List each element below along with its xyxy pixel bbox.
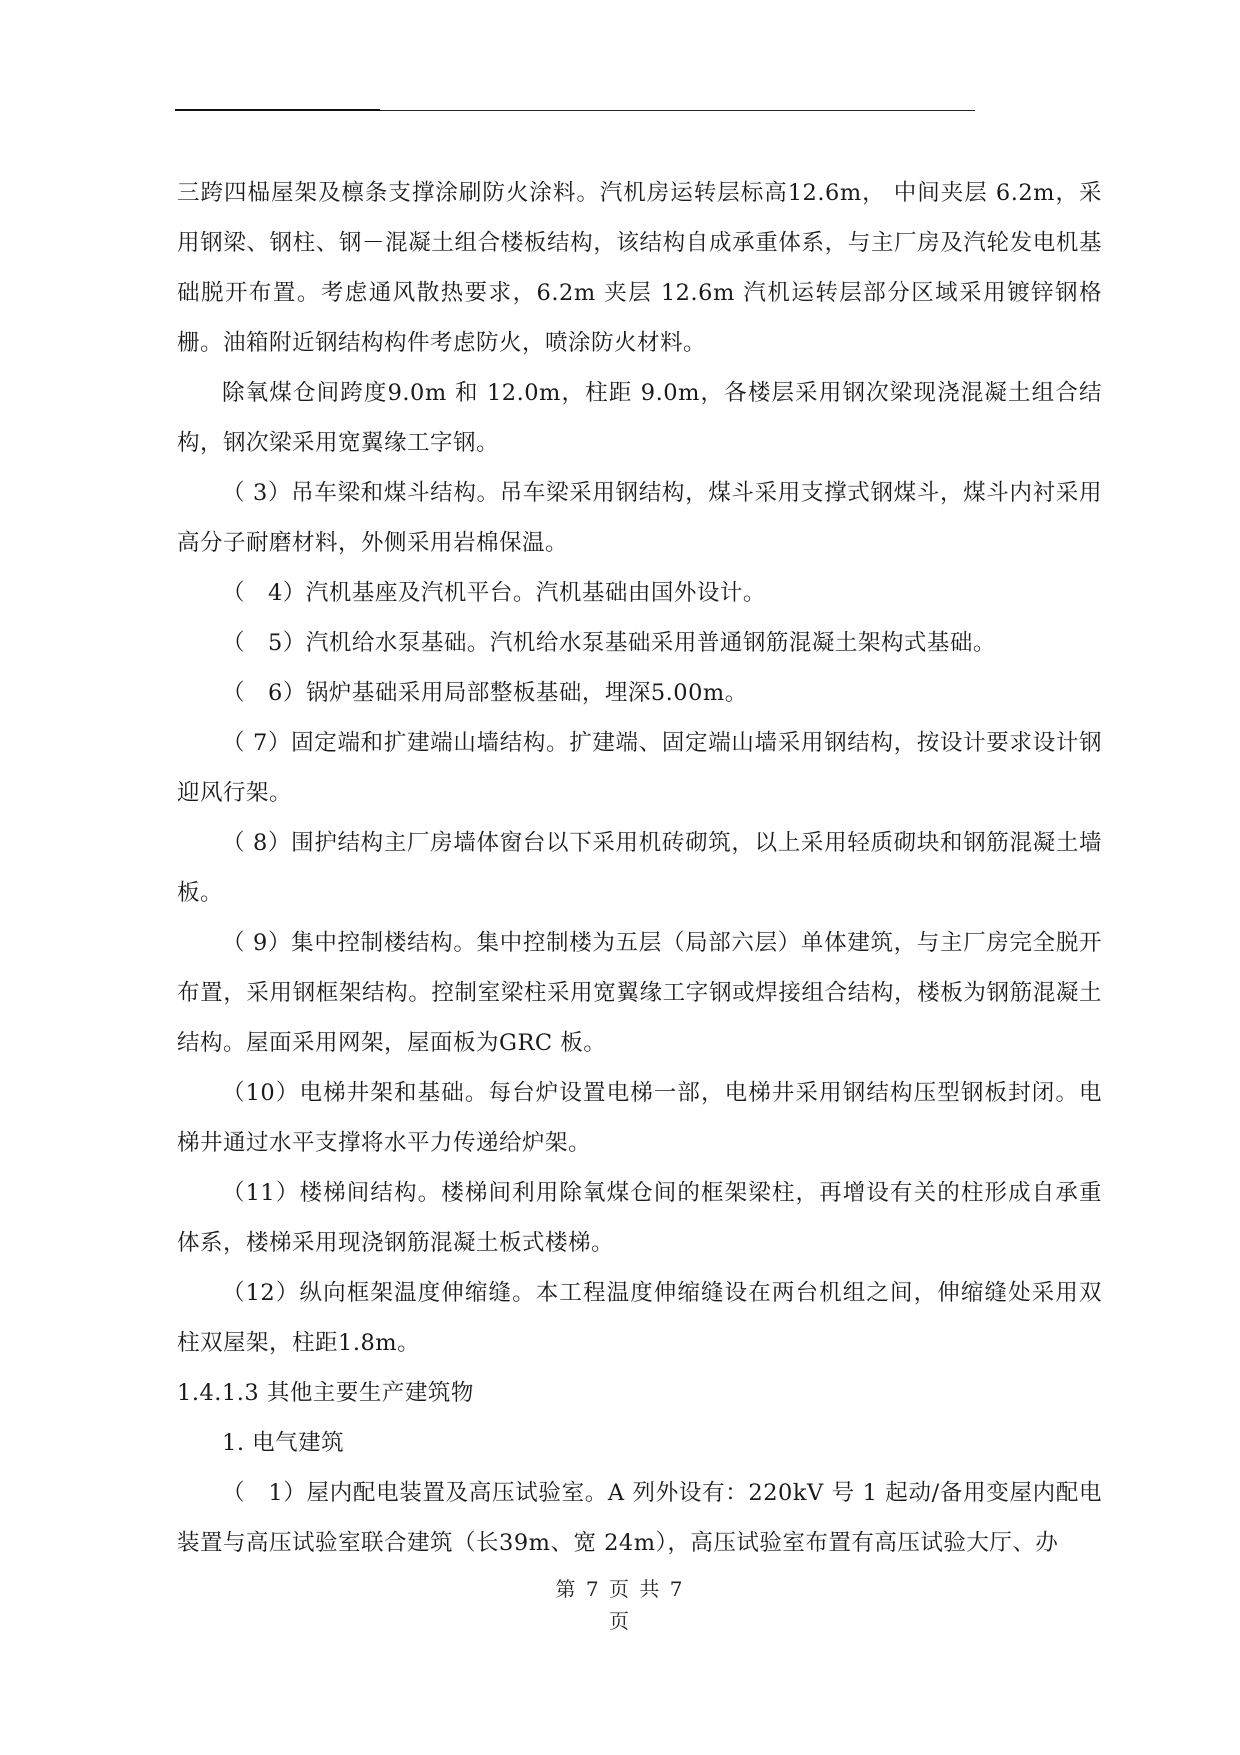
paragraph-3: （ 3）吊车梁和煤斗结构。吊车梁采用钢结构，煤斗采用支撑式钢煤斗，煤斗内衬采用高分子耐磨材料，外侧采用岩棉保温。 [177,480,1102,556]
paragraph-12: （12）纵向框架温度伸缩缝。本工程温度伸缩缝设在两台机组之间，伸缩缝处采用双柱双屋架，柱距1.8m。 [177,1280,1102,1356]
paragraph-2: 除氧煤仓间跨度9.0m 和 12.0m，柱距 9.0m，各楼层采用钢次梁现浇混凝土组合结构，钢次梁采用宽翼缘工字钢。 [177,380,1102,456]
paragraph-5: （ 5）汽机给水泵基础。汽机给水泵基础采用普通钢筋混凝土架构式基础。 [222,630,996,656]
section-heading: 1.4.1.3 其他主要生产建筑物 [177,1380,474,1406]
paragraph-7: （ 7）固定端和扩建端山墙结构。扩建端、固定端山墙采用钢结构，按设计要求设计钢迎风行架。 [177,730,1102,806]
header-rule-accent [175,109,380,111]
subheading: 1. 电气建筑 [222,1430,345,1456]
paragraph-1: 三跨四榀屋架及檩条支撑涂刷防火涂料。汽机房运转层标高12.6m， 中间夹层 6.2m，采用钢梁、钢柱、钢－混凝土组合楼板结构，该结构自成承重体系，与主厂房及汽轮发电机基础脱开布置。考虑通风散热要求，6.2m 夹层 12.6m 汽机运转层部分区域采用镀锌钢格栅。油箱附近钢结构构件考虑防火，喷涂防火材料。 [177,180,1102,356]
page-number-line1: 第 7 页 共 7 [555,1577,685,1601]
paragraph-10: （10）电梯井架和基础。每台炉设置电梯一部，电梯井采用钢结构压型钢板封闭。电梯井通过水平支撑将水平力传递给炉架。 [177,1080,1102,1156]
paragraph-6: （ 6）锅炉基础采用局部整板基础，埋深5.00m。 [222,680,748,706]
document-body [177,168,1102,1568]
paragraph-8: （ 8）围护结构主厂房墙体窗台以下采用机砖砌筑，以上采用轻质砌块和钢筋混凝土墙板。 [177,830,1102,906]
paragraph-9: （ 9）集中控制楼结构。集中控制楼为五层（局部六层）单体建筑，与主厂房完全脱开布置，采用钢框架结构。控制室梁柱采用宽翼缘工字钢或焊接组合结构，楼板为钢筋混凝土结构。屋面采用网架，屋面板为GRC 板。 [177,930,1102,1056]
paragraph-11: （11）楼梯间结构。楼梯间利用除氧煤仓间的框架梁柱，再增设有关的柱形成自承重体系，楼梯采用现浇钢筋混凝土板式楼梯。 [177,1180,1102,1256]
page-footer [0,1573,1240,1637]
paragraph-4: （ 4）汽机基座及汽机平台。汽机基础由国外设计。 [222,580,766,606]
last-paragraph: （ 1）屋内配电装置及高压试验室。A 列外设有：220kV 号 1 起动/备用变屋内配电装置与高压试验室联合建筑（长39m、宽 24m），高压试验室布置有高压试验大厅、办 [177,1480,1102,1556]
page-number-line2: 页 [609,1609,631,1633]
